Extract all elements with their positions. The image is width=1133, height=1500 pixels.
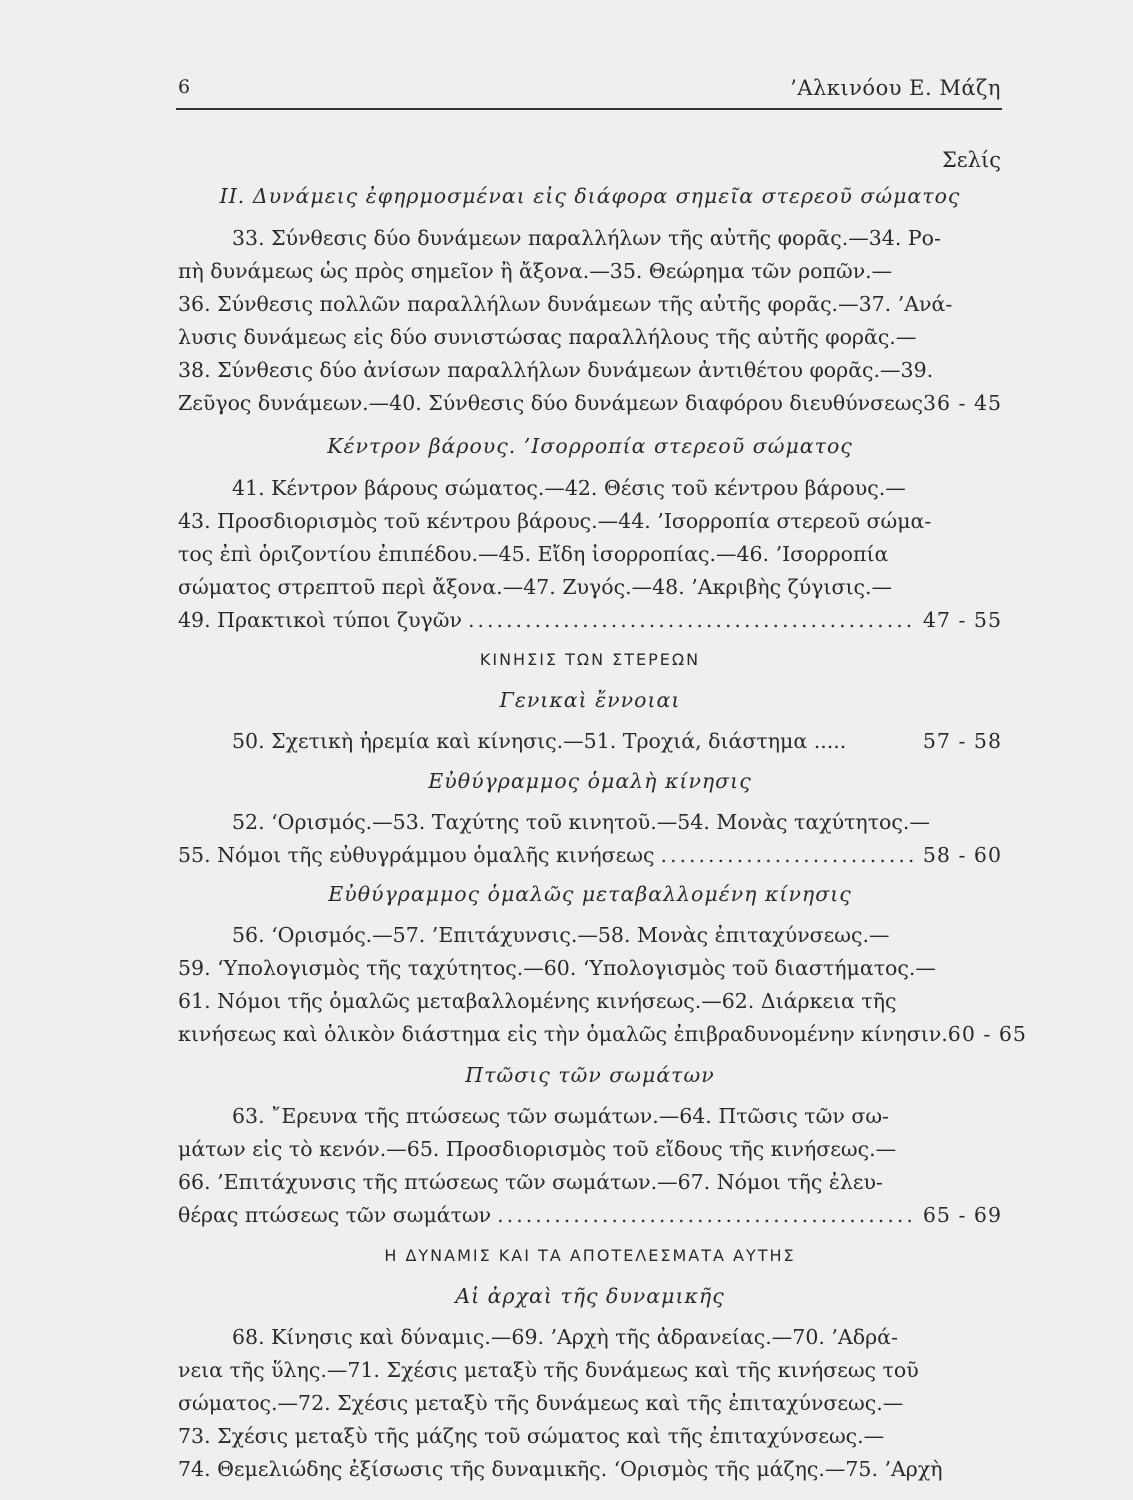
toc-line: θέρας πτώσεως τῶν σωμάτων [178,1203,492,1227]
toc-line: μάτων εἰς τὸ κενόν.—65. Προσδιορισμὸς τοῦ εἴδους τῆς κινήσεως.— [178,1137,897,1161]
page-range: 57 - 58 [922,729,1002,753]
section-heading: Εὐθύγραμμος ὁμαλὴ κίνησις [428,769,752,793]
leader-dots [660,841,914,869]
page-range: 58 - 60 [922,843,1002,867]
toc-line: Ζεῦγος δυνάμεων.—40. Σύνθεσις δύο δυνάμεων διαφόρου διευθύνσεως [178,391,923,415]
section-heading: Κέντρον βάρους. ’Ισορροπία στερεοῦ σώματος [327,434,853,458]
chapter-heading: ΚΙΝΗΣΙΣ ΤΩΝ ΣΤΕΡΕΩΝ [479,650,701,669]
toc-line-with-pages [232,727,1002,755]
toc-line: 59. ‘Υπολογισμὸς τῆς ταχύτητος.—60. ‘Υπολογισμὸς τοῦ διαστήματος.— [178,956,936,980]
section-heading: Αἱ ἀρχαὶ τῆς δυναμικῆς [455,1284,725,1308]
toc-line: 68. Κίνησις καὶ δύναμις.—69. ’Αρχὴ τῆς ἀδρανείας.—70. ’Αδρά- [232,1325,898,1349]
toc-line-with-pages [178,606,1002,634]
toc-line-with-pages [178,389,1002,417]
toc-line: 73. Σχέσις μεταξὺ τῆς μάζης τοῦ σώματος καὶ τῆς ἐπιταχύνσεως.— [178,1424,885,1448]
toc-line: λυσις δυνάμεως εἰς δύο συνιστώσας παραλλήλους τῆς αὐτῆς φορᾶς.— [178,325,917,349]
toc-line: τος ἐπὶ ὁριζοντίου ἐπιπέδου.—45. Εἴδη ἰσορροπίας.—46. ’Ισορροπία [178,542,889,566]
page-column-label: Σελίς [941,148,1001,172]
section-heading: Εὐθύγραμμος ὁμαλῶς μεταβαλλομένη κίνησις [328,882,852,906]
toc-line: 74. Θεμελιώδης ἐξίσωσις τῆς δυναμικῆς. ‘Ορισμὸς τῆς μάζης.—75. ’Αρχὴ [178,1457,943,1481]
toc-line-with-pages [178,1201,1002,1229]
toc-line: σώματος.—72. Σχέσις μεταξὺ τῆς δυνάμεως καὶ τῆς ἐπιταχύνσεως.— [178,1391,904,1415]
page-number: 6 [178,76,191,98]
toc-line: 36. Σύνθεσις πολλῶν παραλλήλων δυνάμεων τῆς αὐτῆς φορᾶς.—37. ’Ανά- [178,292,953,316]
toc-line: 56. ‘Ορισμός.—57. ’Επιτάχυνσις.—58. Μονὰς ἐπιταχύνσεως.— [232,923,890,947]
page-range: 60 - 65 [947,1022,1027,1046]
page-range: 47 - 55 [922,608,1002,632]
page-range: 36 - 45 [922,391,1003,415]
page-range: 65 - 69 [922,1203,1002,1227]
toc-line: 55. Νόμοι τῆς εὐθυγράμμου ὁμαλῆς κινήσεως [178,843,655,867]
toc-line: νεια τῆς ὕλης.—71. Σχέσις μεταξὺ τῆς δυνάμεως καὶ τῆς κινήσεως τοῦ [178,1358,919,1382]
toc-line: 66. ’Επιτάχυνσις τῆς πτώσεως τῶν σωμάτων.—67. Νόμοι τῆς ἐλευ- [178,1170,883,1194]
toc-line: 63. ῎Ερευνα τῆς πτώσεως τῶν σωμάτων.—64. Πτῶσις τῶν σω- [232,1104,889,1128]
section-heading: Γενικαὶ ἔννοιαι [499,688,681,712]
toc-line: 50. Σχετικὴ ἠρεμία καὶ κίνησις.—51. Τροχιά, διάστημα ..... [232,729,847,753]
toc-line-with-pages [178,1020,1027,1048]
section-heading: ΙΙ. Δυνάμεις ἐφηρμοσμέναι εἰς διάφορα σημεῖα στερεοῦ σώματος [219,184,961,208]
toc-line: 41. Κέντρον βάρους σώματος.—42. Θέσις τοῦ κέντρου βάρους.— [232,476,906,500]
chapter-heading: Η ΔΥΝΑΜΙΣ ΚΑΙ ΤΑ ΑΠΟΤΕΛΕΣΜΑΤΑ ΑΥΤΗΣ [384,1246,796,1265]
toc-line: πὴ δυνάμεως ὡς πρὸς σημεῖον ἢ ἄξονα.—35. Θεώρημα τῶν ροπῶν.— [178,259,893,283]
leader-dots [497,1201,914,1229]
leader-dots [468,606,914,634]
section-heading: Πτῶσις τῶν σωμάτων [465,1063,715,1087]
toc-line-with-pages [178,841,1002,869]
toc-line: 33. Σύνθεσις δύο δυνάμεων παραλλήλων τῆς αὐτῆς φορᾶς.—34. Ρο- [232,226,941,250]
toc-line: 61. Νόμοι τῆς ὁμαλῶς μεταβαλλομένης κινήσεως.—62. Διάρκεια τῆς [178,989,897,1013]
toc-line: σώματος στρεπτοῦ περὶ ἄξονα.—47. Ζυγός.—48. ’Ακριβὴς ζύγισις.— [178,575,892,599]
header-rule [176,108,1002,110]
toc-line: 49. Πρακτικοὶ τύποι ζυγῶν [178,608,462,632]
running-header-author: ’Αλκινόου Ε. Μάζη [790,76,1001,100]
toc-line: 52. ‘Ορισμός.—53. Ταχύτης τοῦ κινητοῦ.—54. Μονὰς ταχύτητος.— [232,810,930,834]
toc-line: 38. Σύνθεσις δύο ἀνίσων παραλλήλων δυνάμεων ἀντιθέτου φορᾶς.—39. [178,358,934,382]
toc-line: 43. Προσδιορισμὸς τοῦ κέντρου βάρους.—44. ’Ισορροπία στερεοῦ σώμα- [178,509,932,533]
toc-line: κινήσεως καὶ ὁλικὸν διάστημα εἰς τὴν ὁμαλῶς ἐπιβραδυνομένην κίνησιν. [178,1022,948,1046]
